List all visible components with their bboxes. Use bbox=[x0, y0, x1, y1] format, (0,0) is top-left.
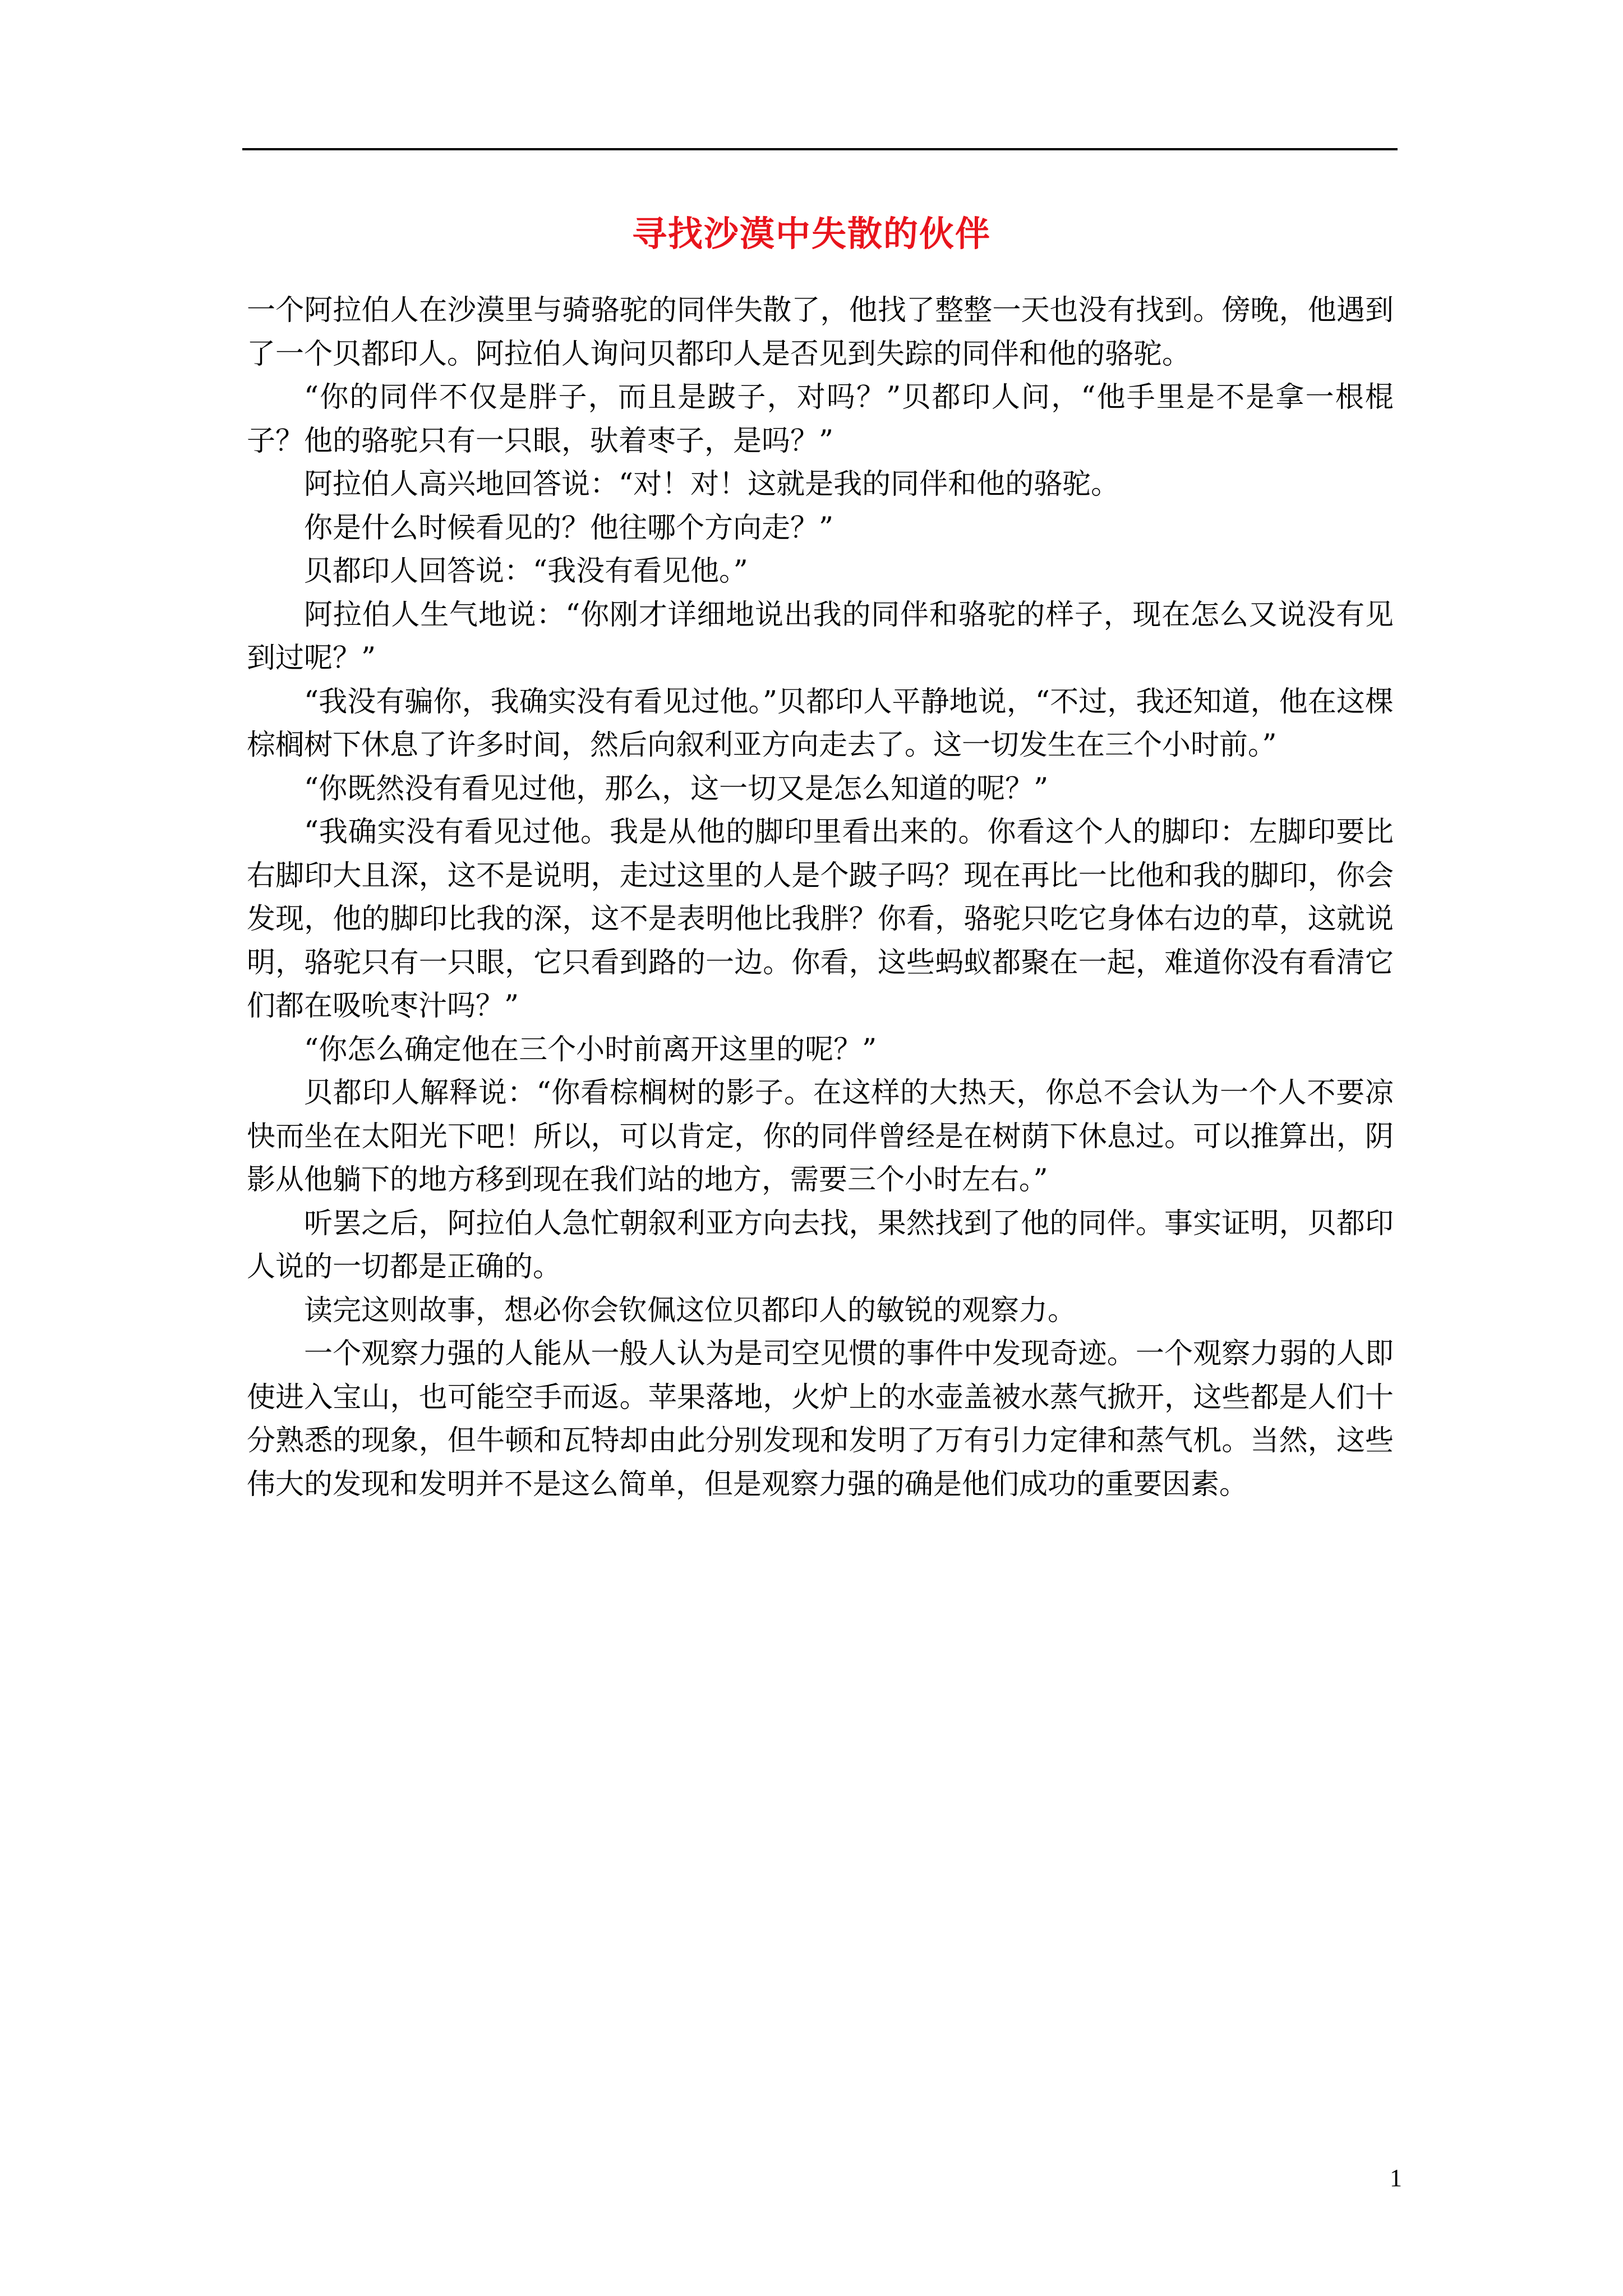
paragraph: 你是什么时候看见的？他往哪个方向走？” bbox=[304, 511, 834, 545]
paragraph: “我确实没有看见过他。我是从他的脚印里看出来的。你看这个人的脚印：左脚印要比右脚印大且深，这不是说明，走过这里的人是个跛子吗？现在再比一比他和我的脚印，你会发现，他的脚印比我的深，这不是表明他比我胖？你看，骆驼只吃它身体右边的草，这就说明，骆驼只有一只眼，它只看到路的一边。你看，这些蚂蚁都聚在一起，难道你没有看清它们都在吸吮枣汁吗？” bbox=[247, 816, 1394, 1023]
paragraph: 阿拉伯人高兴地回答说：“对！对！这就是我的同伴和他的骆驼。 bbox=[304, 468, 1120, 501]
paragraph: “你怎么确定他在三个小时前离开这里的呢？” bbox=[304, 1033, 877, 1066]
paragraph: 贝都印人回答说：“我没有看见他。” bbox=[304, 555, 748, 588]
page-number: 1 bbox=[1390, 2164, 1402, 2192]
header-rule bbox=[242, 148, 1398, 150]
paragraph: “你既然没有看见过他，那么，这一切又是怎么知道的呢？” bbox=[304, 772, 1049, 806]
document-title: 寻找沙漠中失散的伙伴 bbox=[631, 213, 991, 254]
paragraph: 听罢之后，阿拉伯人急忙朝叙利亚方向去找，果然找到了他的同伴。事实证明，贝都印人说的一切都是正确的。 bbox=[247, 1207, 1394, 1283]
paragraph: “你的同伴不仅是胖子，而且是跛子，对吗？”贝都印人问，“他手里是不是拿一根棍子？他的骆驼只有一只眼，驮着枣子，是吗？” bbox=[247, 381, 1394, 458]
paragraph: 一个阿拉伯人在沙漠里与骑骆驼的同伴失散了，他找了整整一天也没有找到。傍晚，他遇到了一个贝都印人。阿拉伯人询问贝都印人是否见到失踪的同伴和他的骆驼。 bbox=[247, 294, 1394, 371]
paragraph: 一个观察力强的人能从一般人认为是司空见惯的事件中发现奇迹。一个观察力弱的人即使进入宝山，也可能空手而返。苹果落地，火炉上的水壶盖被水蒸气掀开，这些都是人们十分熟悉的现象，但牛顿和瓦特却由此分别发现和发明了万有引力定律和蒸气机。当然，这些伟大的发现和发明并不是这么简单，但是观察力强的确是他们成功的重要因素。 bbox=[247, 1337, 1394, 1501]
paragraph: “我没有骗你，我确实没有看见过他。”贝都印人平静地说，“不过，我还知道，他在这棵棕榈树下休息了许多时间，然后向叙利亚方向走去了。这一切发生在三个小时前。” bbox=[247, 685, 1394, 762]
article-body bbox=[247, 289, 1394, 1506]
paragraph: 贝都印人解释说：“你看棕榈树的影子。在这样的大热天，你总不会认为一个人不要凉快而坐在太阳光下吧！所以，可以肯定，你的同伴曾经是在树荫下休息过。可以推算出，阴影从他躺下的地方移到现在我们站的地方，需要三个小时左右。” bbox=[247, 1076, 1394, 1197]
paragraph: 阿拉伯人生气地说：“你刚才详细地说出我的同伴和骆驼的样子，现在怎么又说没有见到过呢？” bbox=[247, 598, 1394, 675]
paragraph: 读完这则故事，想必你会钦佩这位贝都印人的敏锐的观察力。 bbox=[304, 1294, 1077, 1327]
